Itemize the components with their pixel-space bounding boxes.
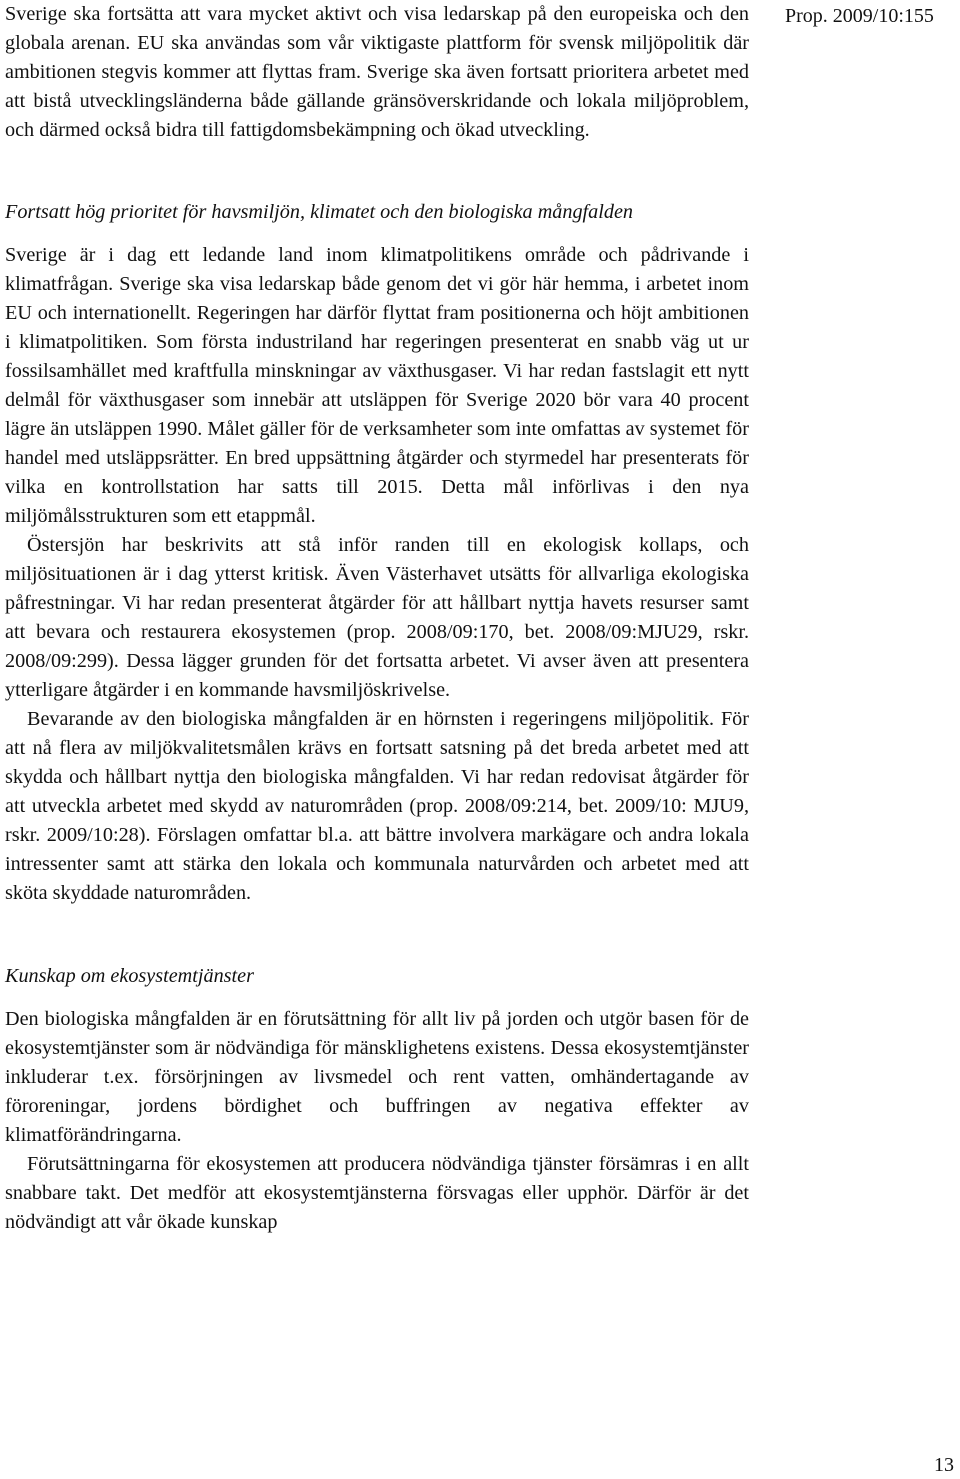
proposition-reference: Prop. 2009/10:155	[785, 5, 934, 27]
section-heading-ecosystem-services: Kunskap om ekosystemtjänster	[5, 965, 254, 987]
paragraph-eu-leadership: Sverige ska fortsätta att vara mycket aktivt och visa ledarskap på den europeiska och den globala arenan. EU ska användas som vår viktigaste plattform för svensk miljöpolitik där ambitionen stegvis kommer att flyttas fram. Sverige ska även fortsatt prioritera arbetet med att bistå utvecklingsländerna både gällande gränsöverskridande och lokala miljöproblem, och därmed också bidra till fattigdomsbekämpning och ökad utveckling.	[5, 3, 749, 141]
page-number: 13	[934, 1454, 954, 1476]
paragraph-biodiversity: Bevarande av den biologiska mångfalden är en hörnsten i regeringens miljöpolitik. För att nå flera av miljökvalitetsmålen krävs en fortsatt satsning på det breda arbetet med att skydda och hållbart nyttja den biologiska mångfalden. Vi har redan redovisat åtgärder för att utveckla arbetet med skydd av naturområden (prop. 2008/09:214, bet. 2009/10: MJU9, rskr. 2009/10:28). Förslagen omfattar bl.a. att bättre involvera markägare och andra lokala intressenter samt att stärka den lokala och kommunala naturvården och arbetet med att sköta skyddade naturområden.	[5, 708, 749, 904]
paragraph-baltic-sea: Östersjön har beskrivits att stå inför randen till en ekologisk kollaps, och miljösituationen är i dag ytterst kritisk. Även Västerhavet utsätts för allvarliga ekologiska påfrestningar. Vi har redan presenterat åtgärder för att hållbart nyttja havets resurser samt att bevara och restaurera ekosystemen (prop. 2008/09:170, bet. 2008/09:MJU29, rskr. 2008/09:299). Dessa lägger grunden för det fortsatta arbetet. Vi avser även att presentera ytterligare åtgärder i en kommande havsmiljöskrivelse.	[5, 534, 749, 701]
document-body	[5, 0, 749, 1237]
section-heading-priorities: Fortsatt hög prioritet för havsmiljön, klimatet och den biologiska mångfalden	[5, 201, 634, 223]
paragraph-ecosystem-decline: Förutsättningarna för ekosystemen att producera nödvändiga tjänster försämras i en allt snabbare takt. Det medför att ekosystemtjänsterna försvagas eller upphör. Därför är det nödvändigt att vår ökade kunskap	[5, 1153, 749, 1233]
paragraph-climate-policy: Sverige är i dag ett ledande land inom klimatpolitikens område och pådrivande i klimatfrågan. Sverige ska visa ledarskap både genom det vi gör här hemma, i arbetet inom EU och internationellt. Regeringen har därför flyttat fram positionerna och höjt ambitionen i klimatpolitiken. Som första industriland har regeringen presenterat en snabb väg ut ur fossilsamhället med kraftfulla minskningar av växthusgaser. Vi har redan fastslagit ett nytt delmål för växthusgaser som innebär att utsläppen för Sverige 2020 bör vara 40 procent lägre än utsläppen 1990. Målet gäller för de verksamheter som inte omfattas av systemet för handel med utsläppsrätter. En bred uppsättning åtgärder och styrmedel har presenterats för vilka en kontrollstation har satts till 2015. Detta mål införlivas i den nya miljömålsstrukturen som ett etappmål.	[5, 244, 749, 527]
paragraph-ecosystem-basis: Den biologiska mångfalden är en förutsättning för allt liv på jorden och utgör basen för de ekosystemtjänster som är nödvändiga för mänsklighetens existens. Dessa ekosystemtjänster inkluderar t.ex. försörjningen av livsmedel och rent vatten, omhändertagande av föroreningar, jordens bördighet och buffringen av negativa effekter av klimatförändringarna.	[5, 1008, 749, 1146]
